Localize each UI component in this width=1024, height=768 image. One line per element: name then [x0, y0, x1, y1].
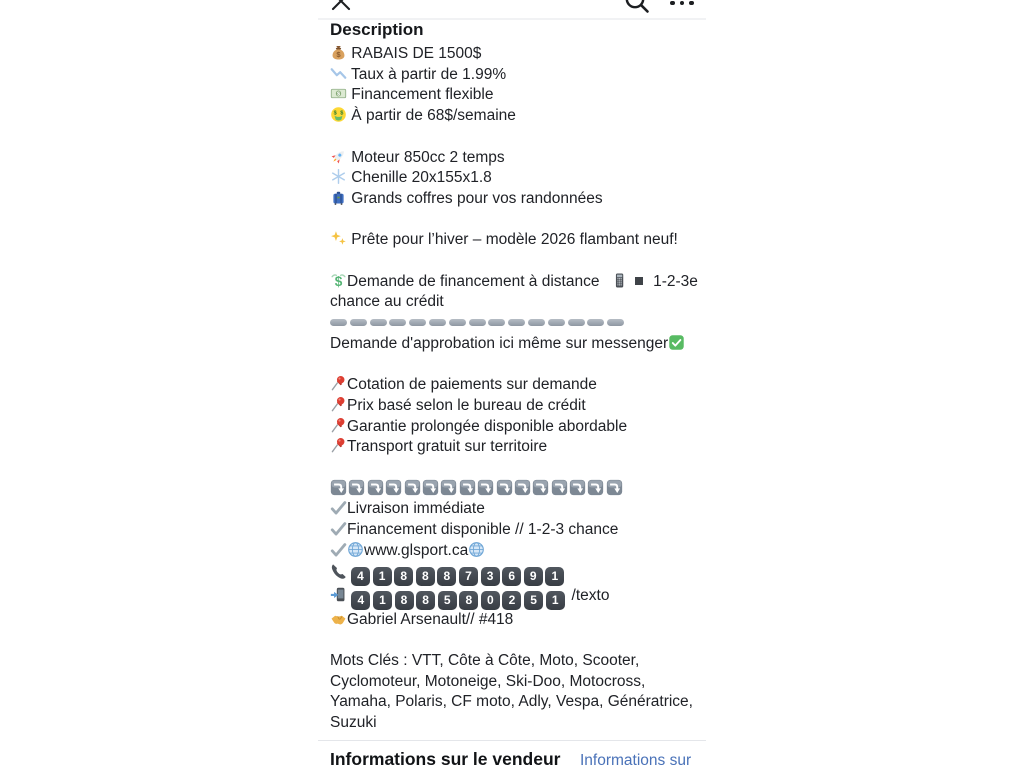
listing-description-panel [318, 0, 706, 768]
arrow-down-icon [459, 479, 476, 496]
arrow-down-icon [385, 479, 402, 496]
pushpin-icon [330, 396, 347, 413]
keycap-2-icon: 2 [502, 591, 521, 610]
check-green-icon [668, 334, 685, 351]
keycap-4-icon: 4 [351, 591, 370, 610]
arrow-down-icon [587, 479, 604, 496]
arrow-down-icon [330, 479, 347, 496]
description-line [330, 313, 706, 334]
description-line: $ Demande de financement à distance 1-2-3e chance au crédit [330, 272, 698, 311]
seller-info-link[interactable]: Informations sur [580, 752, 692, 768]
description-line: Moteur 850cc 2 temps [330, 148, 706, 169]
arrow-down-icon [367, 479, 384, 496]
globe-icon [347, 541, 364, 558]
description-line: www.glsport.ca [330, 541, 706, 562]
description-line [330, 251, 706, 272]
description-line: Garantie prolongée disponible abordable [330, 417, 706, 438]
svg-text:$: $ [334, 273, 343, 289]
minus-dash-icon [449, 319, 466, 326]
keycap-5-icon: 5 [438, 591, 457, 610]
keycap-8-icon: 8 [459, 591, 478, 610]
close-icon[interactable] [330, 0, 352, 12]
minus-dash-icon [568, 319, 585, 326]
keycap-1-icon: 1 [545, 567, 564, 586]
description-line: Prête pour l’hiver – modèle 2026 flambant neuf! [330, 230, 706, 251]
rocket-icon [330, 148, 347, 165]
keycap-8-icon: 8 [437, 567, 456, 586]
keycap-7-icon: 7 [459, 567, 478, 586]
globe-icon [468, 541, 485, 558]
minus-dash-icon [587, 319, 604, 326]
handshake-icon [330, 610, 347, 627]
sparkles-icon [330, 230, 347, 247]
description-body [330, 44, 706, 734]
minus-dash-icon [607, 319, 624, 326]
mobile-arrow-icon [330, 586, 347, 603]
description-line [330, 630, 706, 651]
keycap-5-icon: 5 [524, 591, 543, 610]
money-bag-icon [330, 44, 347, 61]
arrow-down-icon [551, 479, 568, 496]
section-divider [318, 740, 706, 741]
keycap-4-icon: 4 [351, 567, 370, 586]
keycap-6-icon: 6 [502, 567, 521, 586]
arrow-down-icon [569, 479, 586, 496]
minus-dash-icon [528, 319, 545, 326]
description-line [330, 458, 706, 479]
luggage-icon [330, 189, 347, 206]
svg-text:$: $ [336, 50, 341, 60]
arrow-down-icon [532, 479, 549, 496]
description-line: Financement disponible // 1-2-3 chance [330, 520, 706, 541]
description-line: Grands coffres pour vos randonnées [330, 189, 706, 210]
minus-dash-icon [469, 319, 486, 326]
minus-dash-icon [370, 319, 387, 326]
description-line: Chenille 20x155x1.8 [330, 168, 706, 189]
keycap-1-icon: 1 [373, 591, 392, 610]
minus-dash-icon [548, 319, 565, 326]
minus-dash-icon [508, 319, 525, 326]
phone-icon [330, 562, 347, 579]
seller-info-heading: Informations sur le vendeur [330, 749, 561, 768]
description-line: $ Financement flexible [330, 85, 706, 106]
svg-text:$: $ [333, 110, 337, 117]
arrow-down-icon [514, 479, 531, 496]
svg-text:$: $ [340, 110, 344, 117]
pushpin-icon [330, 417, 347, 434]
description-line: Cotation de paiements sur demande [330, 375, 706, 396]
pushpin-icon [330, 375, 347, 392]
minus-dash-icon [350, 319, 367, 326]
chart-down-icon [330, 65, 347, 82]
keycap-1-icon: 1 [373, 567, 392, 586]
description-line: Transport gratuit sur territoire [330, 437, 706, 458]
arrow-down-icon [477, 479, 494, 496]
minus-dash-icon [429, 319, 446, 326]
keycap-3-icon: 3 [481, 567, 500, 586]
banknote-icon [330, 85, 347, 102]
description-line: $ RABAIS DE 1500$ [330, 44, 706, 65]
arrow-down-icon [348, 479, 365, 496]
description-line [330, 479, 706, 500]
arrow-down-icon [422, 479, 439, 496]
description-line: $ $ À partir de 68$/semaine [330, 106, 706, 127]
keycap-8-icon: 8 [416, 591, 435, 610]
description-line: 4 1 8 8 5 8 0 2 5 1 /texto [330, 586, 706, 610]
description-line: Gabriel Arsenault// #418 [330, 610, 706, 631]
arrow-down-icon [496, 479, 513, 496]
pushpin-icon [330, 437, 347, 454]
svg-text:$: $ [336, 92, 341, 99]
arrow-down-icon [404, 479, 421, 496]
keycap-8-icon: 8 [394, 567, 413, 586]
description-line [330, 127, 706, 148]
arrow-down-icon [440, 479, 457, 496]
minus-dash-icon [409, 319, 426, 326]
minus-dash-icon [389, 319, 406, 326]
check-gray-icon [330, 541, 347, 558]
arrow-down-icon [606, 479, 623, 496]
check-gray-icon [330, 499, 347, 516]
keycap-8-icon: 8 [395, 591, 414, 610]
keycap-8-icon: 8 [416, 567, 435, 586]
description-line: Livraison immédiate [330, 499, 706, 520]
description-line: Mots Clés : VTT, Côte à Côte, Moto, Scooter, Cyclomoteur, Motoneige, Ski-Doo, Motocross, Yamaha, Polaris, CF moto, Adly, Vespa, Génératrice, Suzuki [330, 651, 693, 731]
calc-phone-icon [611, 272, 628, 289]
description-line [330, 210, 706, 231]
keycap-0-icon: 0 [481, 591, 500, 610]
snowflake-icon [330, 168, 347, 185]
keycap-9-icon: 9 [524, 567, 543, 586]
minus-dash-icon [488, 319, 505, 326]
description-line [330, 562, 706, 586]
minus-dash-icon [330, 319, 347, 326]
check-gray-icon [330, 520, 347, 537]
dollar-wings-icon [330, 272, 347, 289]
search-icon[interactable] [623, 0, 651, 15]
description-line: Prix basé selon le bureau de crédit [330, 396, 706, 417]
money-face-icon [330, 106, 347, 123]
description-line: Taux à partir de 1.99% [330, 65, 706, 86]
description-line: Demande d'approbation ici même sur messenger [330, 334, 706, 355]
more-options-icon[interactable] [670, 0, 698, 8]
small-square-icon [635, 277, 643, 285]
description-line [330, 355, 706, 376]
description-heading: Description [330, 20, 424, 39]
keycap-1-icon: 1 [546, 591, 565, 610]
